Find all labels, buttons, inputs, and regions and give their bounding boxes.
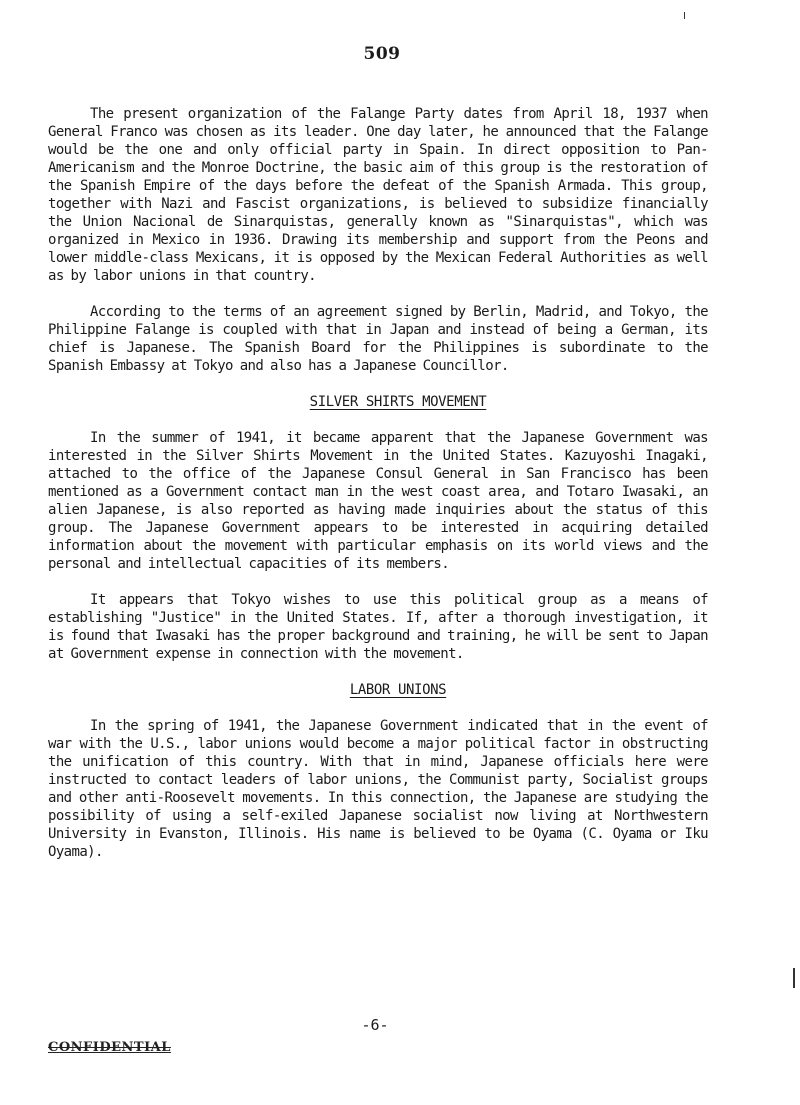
page-number-top: 509 [363,44,401,64]
scan-mark-right [793,968,795,988]
paragraph-silver-shirts-interest: In the summer of 1941, it became apparent that the Japanese Government was interested in the Silver Shirts Movement in the United States. Kazuyoshi Inagaki, attached to the office of the Japanese Consul General in San Francisco has been mentioned as a Government contact man in the west coast area, and Totaro Iwasaki, an alien Japanese, is also reported as having made inquiries about the status of this group. The Japanese Government appears to be interested in acquiring detailed information about the movement with particular emphasis on its world views and the personal and intellectual capacities of its members. [48,430,708,572]
paragraph-labor-unions: In the spring of 1941, the Japanese Government indicated that in the event of war with the U.S., labor unions would become a major political factor in obstructing the unification of this country. With that in mind, Japanese officials here were instructed to contact leaders of labor unions, the Communist party, Socialist groups and other anti-Roosevelt movements. In this connection, the Japanese are studying the possibility of using a self-exiled Japanese socialist now living at Northwestern University in Evanston, Illinois. His name is believed to be Oyama (C. Oyama or Iku Oyama). [48,718,708,860]
paragraph-silver-shirts-justice: It appears that Tokyo wishes to use this political group as a means of establishing "Justice" in the United States. If, after a thorough investigation, it is found that Iwasaki has the proper background and training, he will be sent to Japan at Government expense in connection with the movement. [48,592,708,662]
page-number-bottom: -6- [361,1016,389,1034]
section-heading-silver-shirts: SILVER SHIRTS MOVEMENT [309,394,487,410]
section-heading-labor-unions: LABOR UNIONS [349,682,447,698]
paragraph-falange-origin: The present organization of the Falange Party dates from April 18, 1937 when General Franco was chosen as its leader. One day later, he announced that the Falange would be the one and only official party in Spain. In direct opposition to Pan-Americanism and the Monroe Doctrine, the basic aim of this group is the restoration of the Spanish Empire of the days before the defeat of the Spanish Armada. This group, together with Nazi and Fascist organizations, is believed to subsidize financially the Union Nacional de Sinarquistas, generally known as "Sinarquistas", which was organized in Mexico in 1936. Drawing its membership and support from the Peons and lower middle-class Mexicans, it is opposed by the Mexican Federal Authorities as well as by labor unions in that country. [48,106,708,284]
document-body [48,105,708,861]
paragraph-philippine-falange: According to the terms of an agreement signed by Berlin, Madrid, and Tokyo, the Philippine Falange is coupled with that in Japan and instead of being a German, its chief is Japanese. The Spanish Board for the Philippines is subordinate to the Spanish Embassy at Tokyo and also has a Japanese Councillor. [48,304,708,374]
scan-mark-top [684,12,685,19]
classification-stamp: CONFIDENTIAL [48,1040,171,1055]
